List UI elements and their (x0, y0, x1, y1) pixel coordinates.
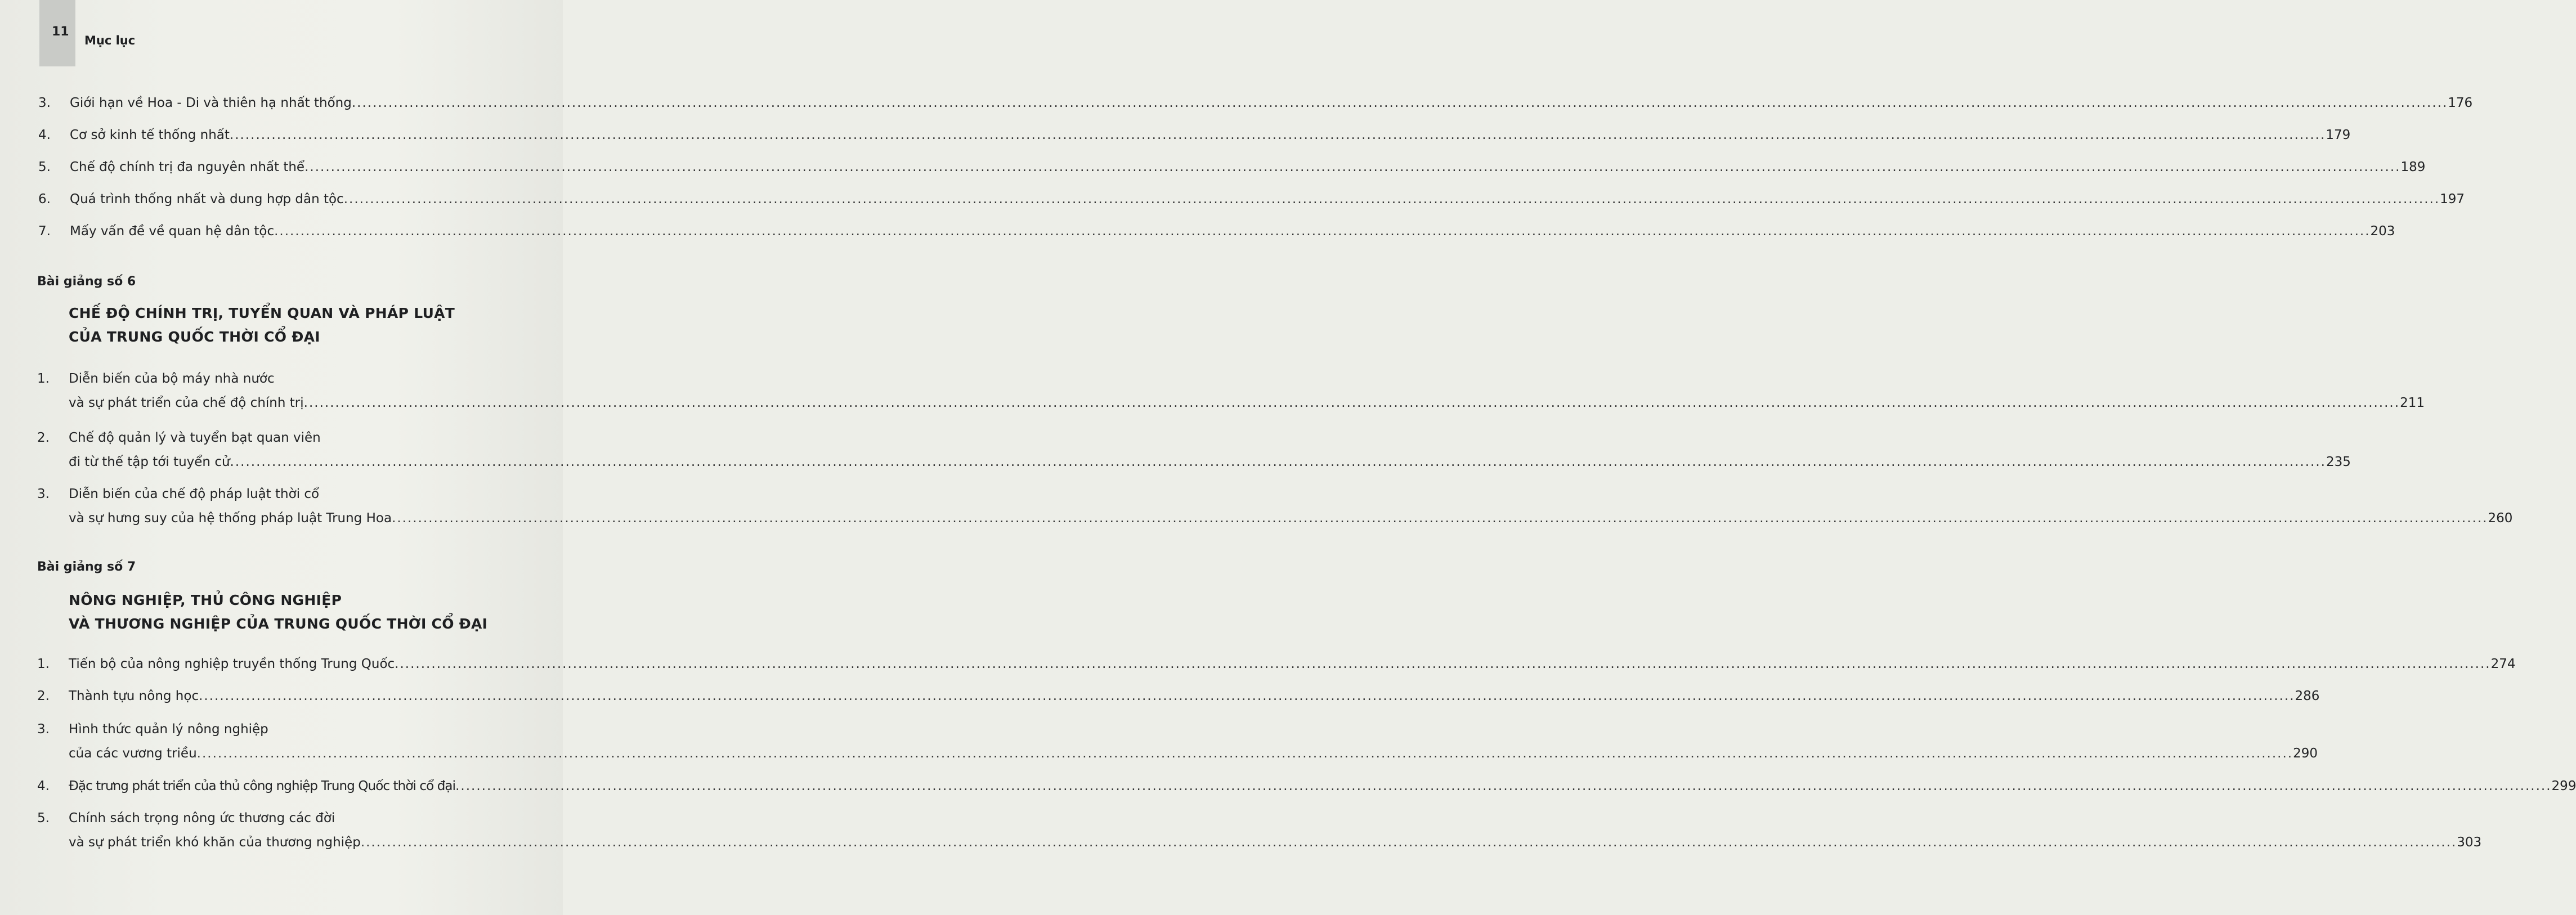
lecture-7-title-line2: VÀ THƯƠNG NGHIỆP CỦA TRUNG QUỐC THỜI CỔ ĐẠI (69, 616, 488, 632)
toc-entry-number: 2. (37, 430, 50, 445)
toc-entry-number: 6. (38, 192, 51, 207)
dot-leader: ................................................................................................................................................................................................................................................................................................................................................................................................................ (199, 689, 2295, 703)
toc-leader-line (70, 219, 2395, 243)
toc-entry-title: Cơ sở kinh tế thống nhất (70, 128, 230, 142)
dot-leader: ................................................................................................................................................................................................................................................................................................................................................................................................................ (274, 224, 2371, 239)
toc-entry-number: 3. (38, 96, 51, 110)
toc-leader-line (69, 391, 2425, 415)
toc-page-number: 179 (2326, 128, 2351, 142)
toc-entry-number: 3. (37, 722, 50, 737)
lecture-7-title-line1: NÔNG NGHIỆP, THỦ CÔNG NGHIỆP (69, 592, 342, 608)
dot-leader: ................................................................................................................................................................................................................................................................................................................................................................................................................ (395, 657, 2491, 671)
toc-entry-title-line: Diễn biến của bộ máy nhà nước (69, 371, 275, 386)
toc-entry-title: và sự hưng suy của hệ thống pháp luật Trung Hoa (69, 511, 392, 526)
toc-page-number: 176 (2448, 96, 2473, 110)
dot-leader: ................................................................................................................................................................................................................................................................................................................................................................................................................ (351, 96, 2448, 110)
dot-leader: ................................................................................................................................................................................................................................................................................................................................................................................................................ (229, 128, 2326, 142)
toc-entry-number: 2. (37, 689, 50, 703)
dot-leader: ................................................................................................................................................................................................................................................................................................................................................................................................................ (304, 160, 2401, 174)
toc-entry-title: Quá trình thống nhất và dung hợp dân tộc (70, 192, 344, 207)
toc-leader-line (69, 774, 2576, 798)
dot-leader: ................................................................................................................................................................................................................................................................................................................................................................................................................ (360, 835, 2457, 850)
toc-page-number: 203 (2370, 224, 2395, 239)
toc-leader-line (70, 91, 2473, 115)
toc-leader-line (69, 831, 2482, 854)
running-title: Mục lục (84, 34, 136, 47)
toc-entry-title: của các vương triều (69, 746, 197, 761)
toc-entry-number: 3. (37, 487, 50, 501)
toc-page-number: 290 (2293, 746, 2318, 761)
toc-leader-line (69, 742, 2318, 765)
dot-leader: ................................................................................................................................................................................................................................................................................................................................................................................................................ (230, 455, 2326, 469)
toc-page-number: 303 (2457, 835, 2482, 850)
toc-entry-title: Mấy vấn đề về quan hệ dân tộc (70, 224, 275, 239)
toc-leader-line (69, 506, 2513, 530)
toc-page-number: 286 (2295, 689, 2320, 703)
lecture-6-title-line2: CỦA TRUNG QUỐC THỜI CỔ ĐẠI (69, 329, 320, 345)
toc-page-number: 189 (2400, 160, 2426, 174)
page-number: 11 (52, 25, 69, 39)
toc-entry-number: 1. (37, 657, 50, 671)
toc-entry-title: Giới hạn về Hoa - Di và thiên hạ nhất thống (70, 96, 352, 110)
toc-entry-number: 4. (38, 128, 51, 142)
toc-entry-title: Tiến bộ của nông nghiệp truyền thống Trung Quốc (69, 657, 395, 671)
toc-page-number: 260 (2488, 511, 2513, 526)
toc-leader-line (70, 187, 2465, 211)
toc-entry-title-line: Hình thức quản lý nông nghiệp (69, 722, 268, 737)
toc-leader-line (69, 652, 2516, 676)
toc-page-number: 197 (2440, 192, 2465, 207)
toc-entry-title-line: Chính sách trọng nông ức thương các đời (69, 811, 335, 826)
toc-entry-title: Thành tựu nông học (69, 689, 199, 703)
lecture-7-label: Bài giảng số 7 (37, 560, 136, 574)
toc-entry-title: và sự phát triển của chế độ chính trị (69, 396, 304, 410)
toc-entry-title: đi từ thế tập tới tuyển cử (69, 455, 230, 469)
toc-leader-line (70, 123, 2351, 147)
toc-entry-title-line: Diễn biến của chế độ pháp luật thời cổ (69, 487, 320, 501)
dot-leader: ................................................................................................................................................................................................................................................................................................................................................................................................................ (343, 192, 2440, 207)
toc-page-number: 299 (2551, 779, 2576, 793)
dot-leader: ................................................................................................................................................................................................................................................................................................................................................................................................................ (392, 511, 2488, 526)
toc-entry-number: 7. (38, 224, 51, 239)
toc-leader-line (69, 450, 2351, 474)
dot-leader: ................................................................................................................................................................................................................................................................................................................................................................................................................ (455, 779, 2552, 793)
toc-entry-number: 1. (37, 371, 50, 386)
lecture-6-label: Bài giảng số 6 (37, 275, 136, 289)
dot-leader: ................................................................................................................................................................................................................................................................................................................................................................................................................ (303, 396, 2400, 410)
lecture-7-title (69, 589, 487, 636)
toc-leader-line (70, 155, 2426, 179)
toc-entry-number: 5. (38, 160, 51, 174)
toc-entry-title: Chế độ chính trị đa nguyên nhất thể (70, 160, 305, 174)
lecture-6-title (69, 302, 455, 349)
toc-entry-title: và sự phát triển khó khăn của thương nghiệp (69, 835, 361, 850)
toc-leader-line (69, 684, 2320, 708)
toc-entry-number: 4. (37, 779, 50, 793)
dot-leader: ................................................................................................................................................................................................................................................................................................................................................................................................................ (196, 746, 2293, 761)
toc-page-number: 211 (2400, 396, 2425, 410)
toc-entry-title-line: Chế độ quản lý và tuyển bạt quan viên (69, 430, 321, 445)
lecture-6-title-line1: CHẾ ĐỘ CHÍNH TRỊ, TUYỂN QUAN VÀ PHÁP LUẬT (69, 305, 455, 321)
toc-page-number: 235 (2326, 455, 2351, 469)
toc-entry-title: Đặc trưng phát triển của thủ công nghiệp Trung Quốc thời cổ đại (69, 779, 456, 793)
toc-page-number: 274 (2490, 657, 2516, 671)
toc-entry-number: 5. (37, 811, 50, 826)
